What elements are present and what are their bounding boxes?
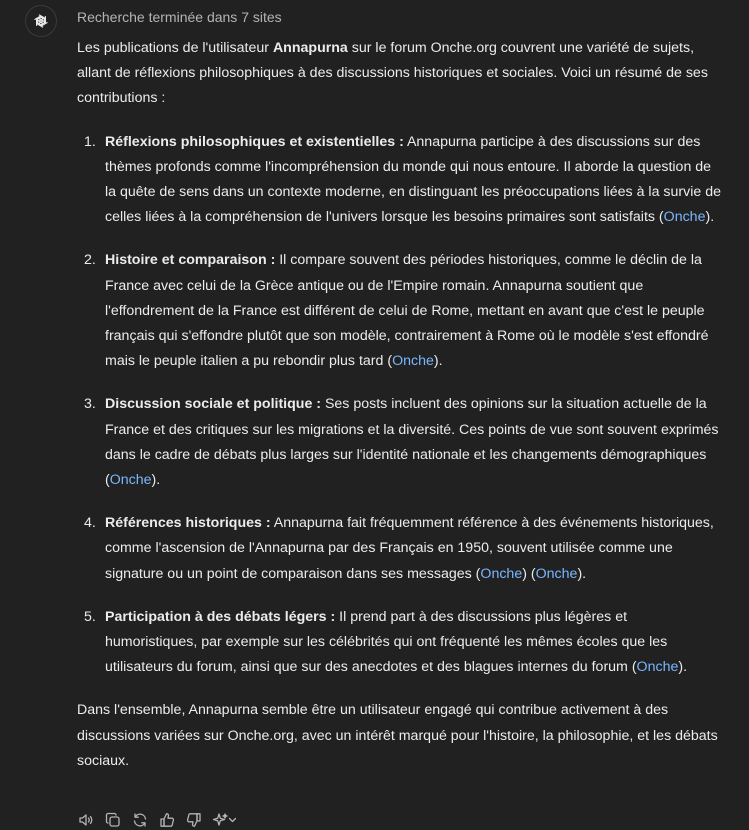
item-text: Il prend part à des discussions plus légères et humoristiques, par exemple sur les célébrités qui ont fréquenté les mêmes écoles que les utilisateurs du forum, ainsi que sur des anecdotes et des blagues internes du forum ( (105, 608, 668, 676)
sparkle-model-icon (213, 812, 237, 828)
speaker-icon (78, 812, 94, 828)
intro-before: Les publications de l'utilisateur (77, 40, 273, 56)
list-item (84, 130, 722, 231)
switch-model-button[interactable] (209, 810, 241, 830)
item-number: 2. (84, 252, 96, 269)
item-title: Participation à des débats légers : (105, 608, 336, 625)
assistant-message (77, 36, 722, 774)
intro-username: Annapurna (272, 40, 348, 56)
intro-paragraph (77, 36, 722, 112)
item-title: Références historiques : (105, 515, 271, 532)
openai-logo-icon (31, 11, 51, 31)
copy-icon (105, 812, 121, 828)
item-title: Histoire et comparaison : (105, 252, 276, 269)
source-link[interactable]: Onche (480, 565, 523, 582)
source-link[interactable]: Onche (636, 659, 679, 676)
item-end: ). (577, 565, 587, 582)
item-text: Il compare souvent des périodes historiques, comme le déclin de la France avec celui de la Grèce antique ou de l'Empire romain. Annapurna soutient que l'effondrement de la France est différent de celui de Rome, mettant en avant que c'est le peuple français qui s'effondre plutôt que son modèle, contrairement à Rome où le modèle s'est effondré mais le peuple italien a pu rebondir plus tard ( (105, 252, 709, 370)
assistant-avatar (25, 5, 57, 37)
thumbs-down-icon (186, 812, 202, 828)
intro-after: sur le forum Onche.org couvrent une variété de sujets, allant de réflexions philosophiques à des discussions historiques et sociales. Voici un résumé de ses contributions : (77, 40, 708, 107)
source-link[interactable]: Onche (109, 472, 152, 489)
source-link[interactable]: Onche (663, 209, 706, 226)
item-mid: ) ( (522, 565, 536, 582)
item-end: ). (678, 659, 688, 676)
regenerate-button[interactable] (128, 810, 151, 830)
item-end: ). (705, 209, 715, 226)
source-link-2[interactable]: Onche (535, 565, 578, 582)
conclusion-paragraph: Dans l'ensemble, Annapurna semble être un utilisateur engagé qui contribue activement à des discussions variées sur Onche.org, avec un intérêt marqué pour l'histoire, la philosophie, et les débats sociaux. (77, 702, 718, 769)
bad-response-button[interactable] (182, 810, 205, 830)
source-link[interactable]: Onche (392, 353, 434, 370)
list-item (84, 392, 722, 493)
item-text: Annapurna participe à des discussions sur des thèmes profonds comme l'incompréhension du monde qui nous entoure. Il aborde la question de la quête de sens dans un contexte moderne, en distinguant les préoccupations liées à la survie de celles liées à la compréhension de l'univers lorsque les besoins primaires sont satisfaits ( (105, 133, 721, 226)
item-text: Ses posts incluent des opinions sur la situation actuelle de la France et des critiques sur les migrations et la diversité. Ces points de vue sont souvent exprimés dans le cadre de débats plus larges sur l'identité nationale et les changements démographiques ( (105, 396, 719, 489)
item-number: 1. (84, 133, 96, 150)
read-aloud-button[interactable] (74, 810, 97, 830)
regenerate-icon (132, 812, 148, 828)
item-number: 3. (84, 396, 96, 413)
copy-button[interactable] (101, 810, 124, 830)
search-status[interactable]: Recherche terminée dans 7 sites (77, 9, 282, 25)
list-item (84, 511, 722, 587)
good-response-button[interactable] (155, 810, 178, 830)
item-text: Annapurna fait fréquemment référence à des événements historiques, comme l'ascension de l'Annapurna par des Français en 1950, souvent utilisée comme une signature ou un point de comparaison dans ses messages ( (105, 515, 714, 582)
message-actions (74, 810, 241, 830)
item-title: Réflexions philosophiques et existentielles : (105, 133, 404, 150)
item-number: 5. (84, 608, 96, 625)
item-end: ). (433, 353, 443, 370)
summary-list (77, 130, 722, 681)
item-number: 4. (84, 515, 96, 532)
thumbs-up-icon (159, 812, 175, 828)
item-end: ). (151, 472, 161, 489)
item-title: Discussion sociale et politique : (105, 396, 322, 413)
list-item (84, 248, 722, 374)
list-item (84, 605, 722, 681)
